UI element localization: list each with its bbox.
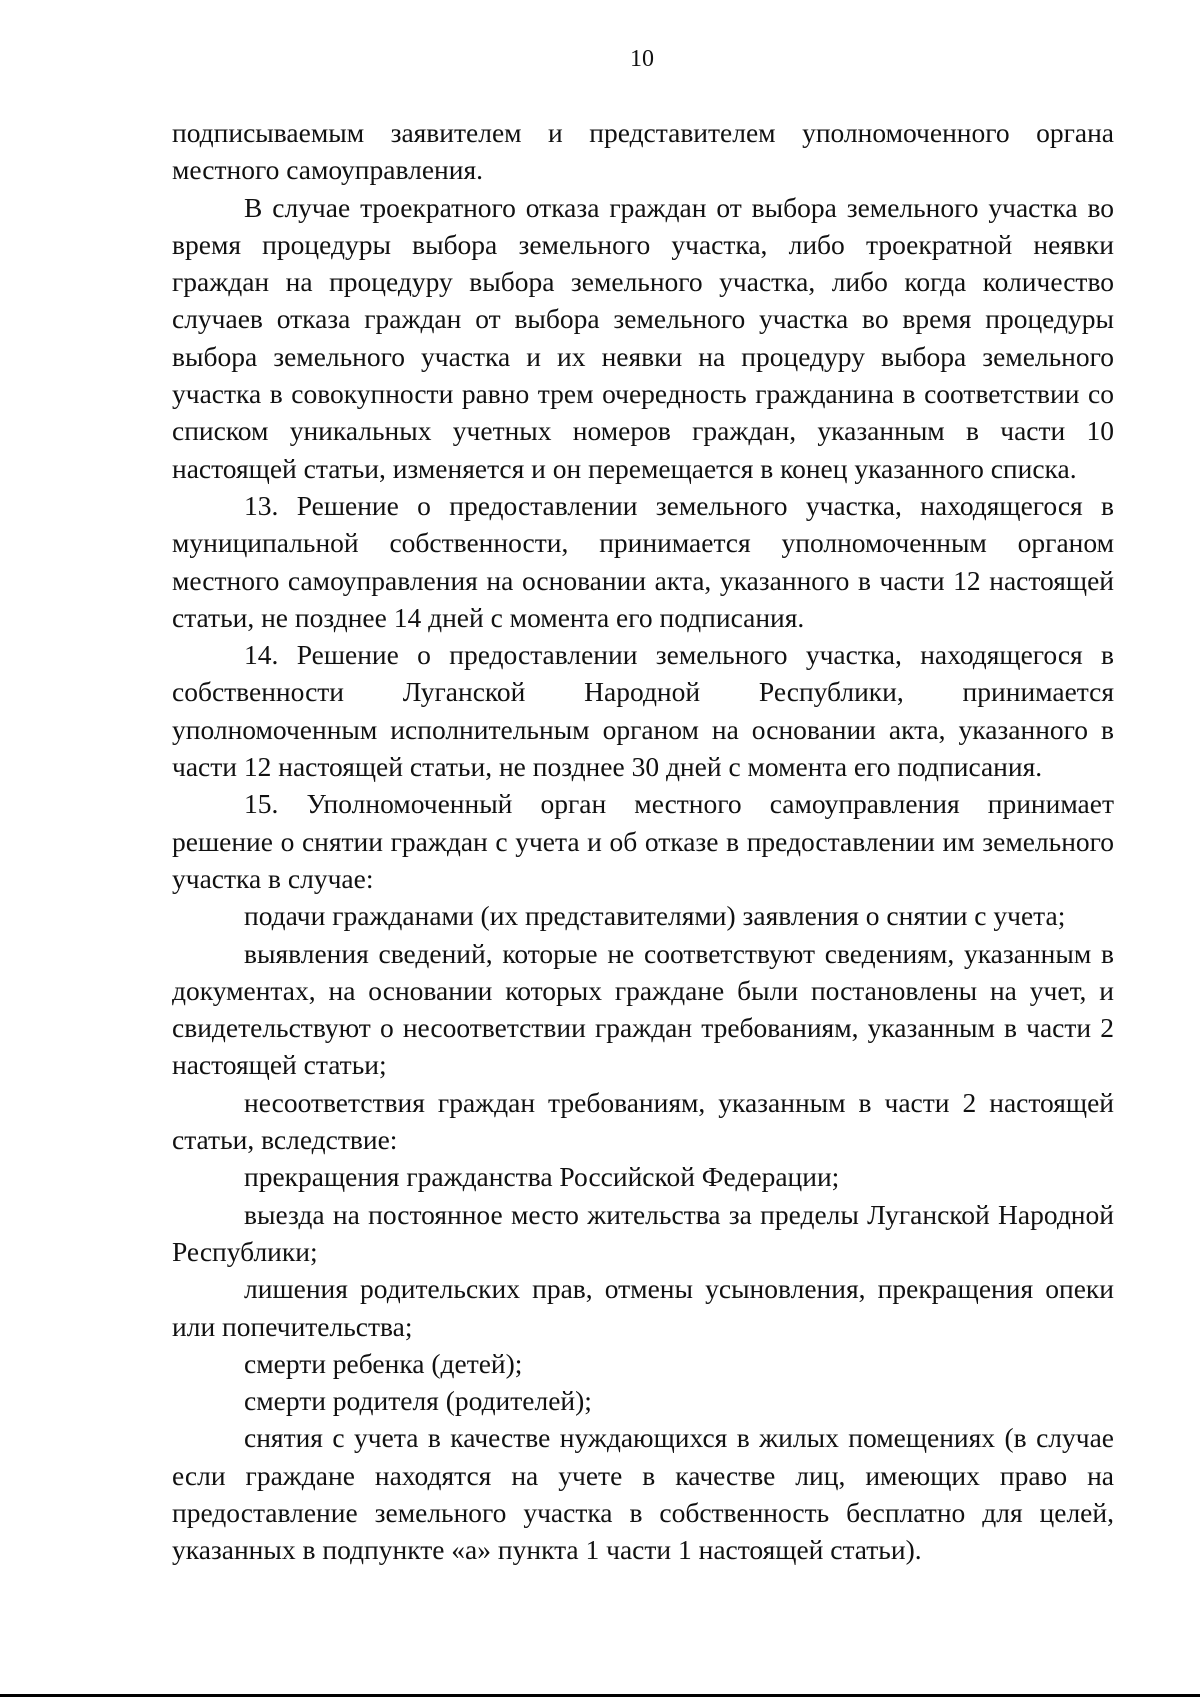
sub-list-item: выезда на постоянное место жительства за пределы Луганской Народной Республики;: [172, 1198, 1114, 1267]
page-number: 10: [630, 46, 654, 72]
paragraph: подписываемым заявителем и представителем уполномоченного органа местного самоуправления.: [172, 117, 1114, 186]
sub-list-item: лишения родительских прав, отмены усыновления, прекращения опеки или попечительства;: [172, 1273, 1114, 1342]
list-item: несоответствия граждан требованиям, указанным в части 2 настоящей статьи, вследствие:: [172, 1086, 1114, 1156]
paragraph-item-13: 13. Решение о предоставлении земельного участка, находящегося в муниципальной собственности, принимается уполномоченным органом местного самоуправления на основании акта, указанного в части 12 настоящей статьи, не позднее 14 дней с момента его подписания.: [172, 489, 1114, 633]
bottom-border-line: [0, 1694, 1200, 1697]
list-item: подачи гражданами (их представителями) заявления о снятии с учета;: [244, 900, 1066, 932]
paragraph-item-15: 15. Уполномоченный орган местного самоуправления принимает решение о снятии граждан с учета и об отказе в предоставлении им земельного участка в случае:: [172, 788, 1114, 894]
paragraph-item-14: 14. Решение о предоставлении земельного участка, находящегося в собственности Луганской Народной Республики, принимается уполномоченным исполнительным органом на основании акта, указанного в части 12 настоящей статьи, не позднее 30 дней с момента его подписания.: [172, 639, 1114, 783]
document-body: [172, 114, 1114, 1569]
sub-list-item: прекращения гражданства Российской Федерации;: [244, 1161, 840, 1193]
paragraph: В случае троекратного отказа граждан от выбора земельного участка во время процедуры выбора земельного участка, либо троекратной неявки граждан на процедуру выбора земельного участка, либо когда количество случаев отказа граждан от выбора земельного участка во время процедуры выбора земельного участка и их неявки на процедуру выбора земельного участка в совокупности равно трем очередность гражданина в соответствии со списком уникальных учетных номеров граждан, указанным в части 10 настоящей статьи, изменяется и он перемещается в конец указанного списка.: [172, 191, 1114, 484]
list-item: снятия с учета в качестве нуждающихся в жилых помещениях (в случае если граждане находятся на учете в качестве лиц, имеющих право на предоставление земельного участка в собственность бесплатно для целей, указанных в подпункте «а» пункта 1 части 1 настоящей статьи).: [172, 1422, 1114, 1566]
sub-list-item: смерти ребенка (детей);: [244, 1347, 523, 1379]
list-item: выявления сведений, которые не соответствуют сведениям, указанным в документах, на основании которых граждане были постановлены на учет, и свидетельствуют о несоответствии граждан требованиям, указанным в части 2 настоящей статьи;: [172, 937, 1114, 1081]
sub-list-item: смерти родителя (родителей);: [244, 1385, 592, 1417]
